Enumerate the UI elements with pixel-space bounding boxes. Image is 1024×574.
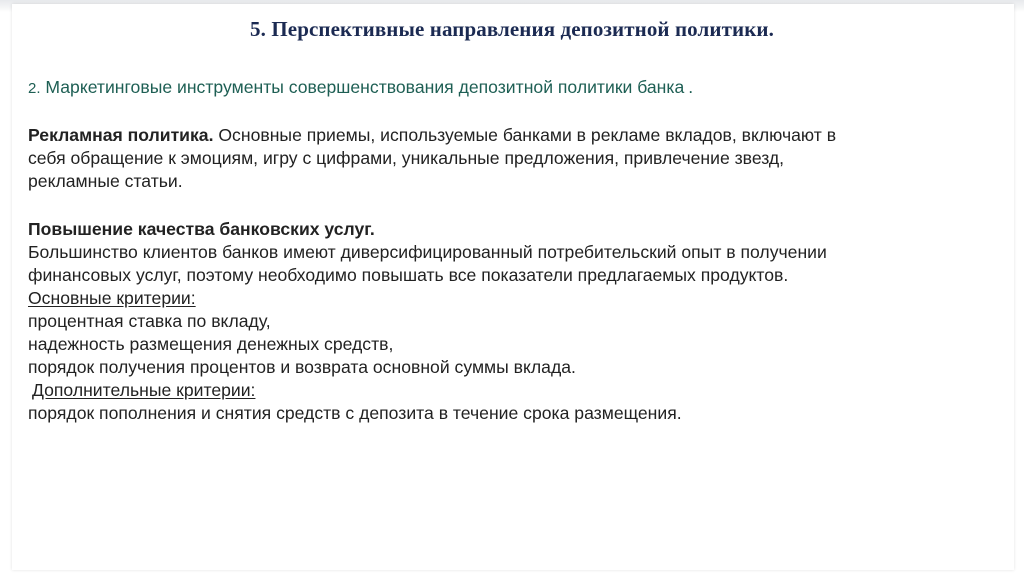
spacer xyxy=(28,100,1008,124)
advertising-text-1: Основные приемы, используемые банками в рекламе вкладов, включают в xyxy=(213,125,837,145)
advertising-heading: Рекламная политика. xyxy=(28,125,214,145)
extra-criteria-line xyxy=(28,379,1008,402)
main-criteria-item: процентная ставка по вкладу, xyxy=(28,311,271,331)
subtitle-number: 2. xyxy=(28,80,41,97)
quality-text-2: финансовых услуг, поэтому необходимо повышать все показатели предлагаемых продуктов. xyxy=(28,265,789,285)
extra-criteria-item: порядок пополнения и снятия средств с депозита в течение срока размещения. xyxy=(28,403,682,423)
spacer xyxy=(28,193,1008,218)
main-criteria-item: порядок получения процентов и возврата основной суммы вклада. xyxy=(28,357,576,377)
subtitle xyxy=(28,76,1008,100)
extra-criteria-label: Дополнительные критерии: xyxy=(32,380,256,400)
slide-title: 5. Перспективные направления депозитной политики. xyxy=(250,17,774,41)
quality-paragraph xyxy=(28,218,1008,425)
advertising-line-2: себя обращение к эмоциям, игру с цифрами, уникальные предложения, привлечение звезд, xyxy=(28,148,785,168)
main-criteria-line xyxy=(28,287,1008,310)
advertising-line-3: рекламные статьи. xyxy=(28,171,183,191)
main-criteria-label: Основные критерии: xyxy=(28,288,196,308)
quality-text-1: Большинство клиентов банков имеют диверсифицированный потребительский опыт в получении xyxy=(28,242,827,262)
subtitle-text: Маркетинговые инструменты совершенствования депозитной политики банка xyxy=(45,77,685,97)
subtitle-trailing: . xyxy=(688,77,694,97)
quality-heading: Повышение качества банковских услуг. xyxy=(28,219,375,239)
advertising-line-1 xyxy=(28,124,1008,147)
advertising-paragraph xyxy=(28,124,1008,193)
slide-content xyxy=(28,76,1008,425)
main-criteria-item: надежность размещения денежных средств, xyxy=(28,334,394,354)
